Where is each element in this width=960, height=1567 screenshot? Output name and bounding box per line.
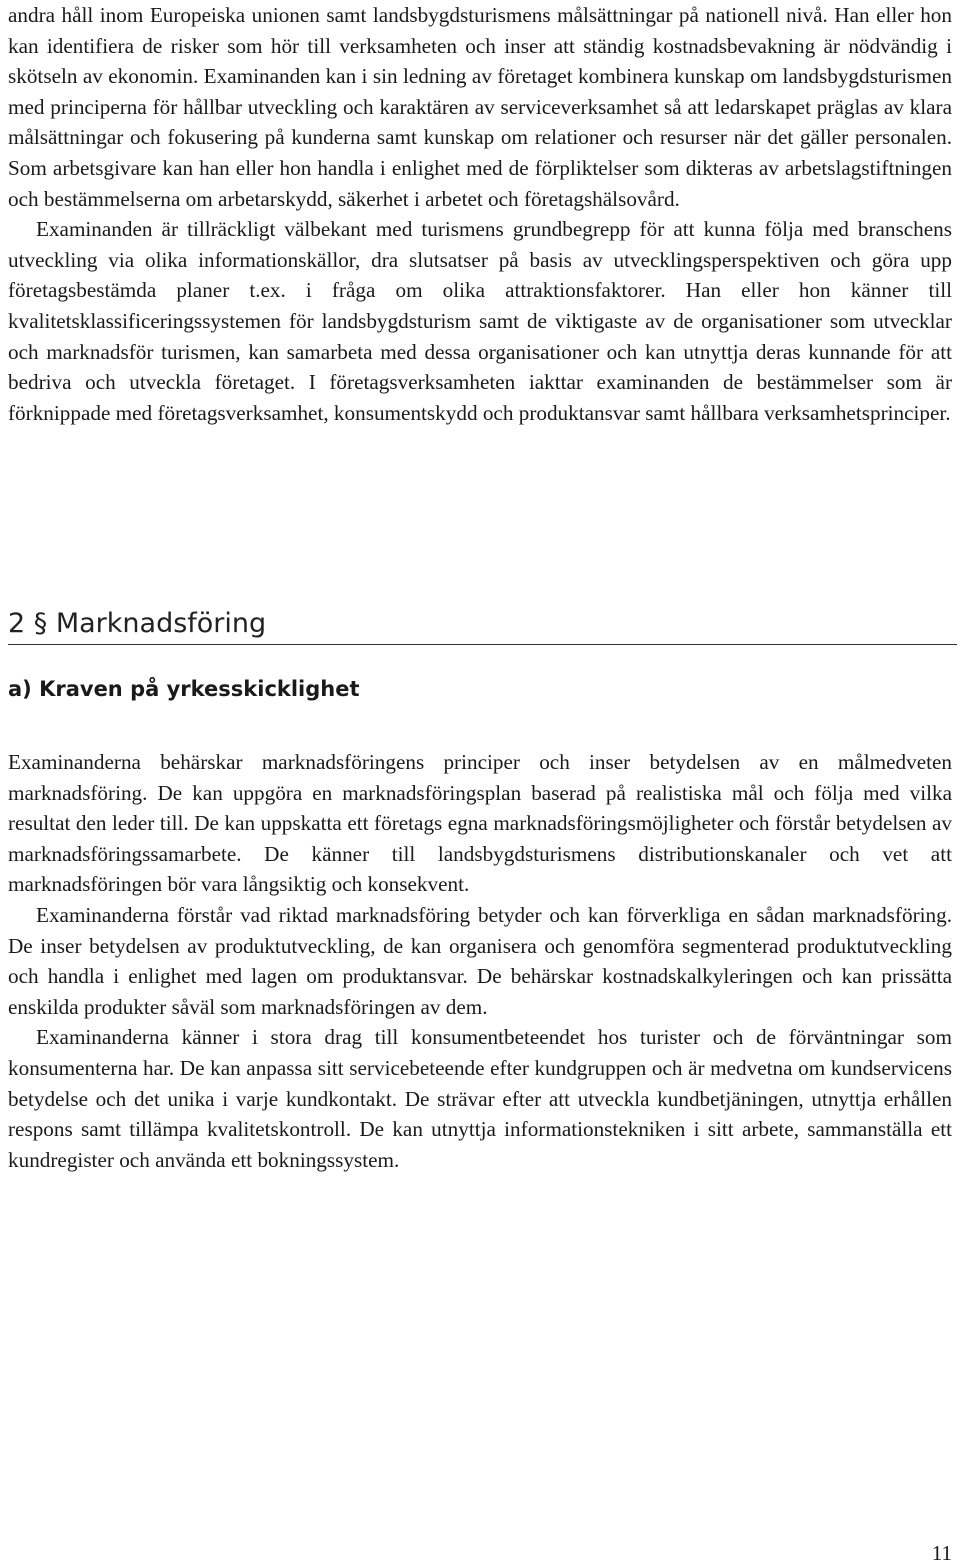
paragraph: Examinanderna behärskar marknadsföringens principer och inser betydelsen av en målmedveten marknadsföring. De kan uppgöra en marknadsföringsplan baserad på realistiska mål och följa med vilka resultat den leder till. De kan uppskatta ett företags egna marknadsföringsmöjligheter och förstår betydelsen av marknadsföringssamarbete. De känner till landsbygdsturismens distributionskanaler och vet att marknadsföringen bör vara långsiktig och konsekvent. xyxy=(8,750,952,897)
sub-heading: a) Kraven på yrkesskicklighet xyxy=(8,677,360,701)
paragraph: Examinanderna känner i stora drag till konsumentbeteendet hos turister och de förväntningar som konsumenterna har. De kan anpassa sitt servicebeteende efter kundgruppen och är medvetna om kundservicens betydelse och det unika i varje kundkontakt. De strävar efter att utveckla kundbetjäningen, utnyttja erhållen respons samt tillämpa kvalitetskontroll. De kan utnyttja informationstekniken i sitt arbete, sammanställa ett kundregister och använda ett bokningssystem. xyxy=(8,1025,952,1172)
paragraph: Examinanden är tillräckligt välbekant med turismens grundbegrepp för att kunna följa med branschens utveckling via olika informationskällor, dra slutsatser på basis av utvecklingsperspektiven och göra upp företagsbestämda planer t.ex. i fråga om olika attraktionsfaktorer. Han eller hon känner till kvalitetsklassificeringssystemen för landsbygdsturism samt de viktigaste av de organisationer som utvecklar och marknadsför turismen, kan samarbeta med dessa organisationer och kan utnyttja deras kunnande för att bedriva och utveckla företaget. I företagsverksamheten iakttar examinanden de bestämmelser som är förknippade med företagsverksamhet, konsumentskydd och produktansvar samt hållbara verksamhetsprinciper. xyxy=(8,217,952,425)
section-1-body xyxy=(8,0,952,428)
page-number: 11 xyxy=(931,1541,952,1565)
paragraph: Examinanderna förstår vad riktad marknadsföring betyder och kan förverkliga en sådan marknadsföring. De inser betydelsen av produktutveckling, de kan organisera och genomföra segmenterad produktutveckling och handla i enlighet med lagen om produktansvar. De behärskar kostnadskalkyleringen och kan prissätta enskilda produkter såväl som marknadsföringen av dem. xyxy=(8,902,952,1019)
section-2-body xyxy=(8,747,952,1175)
section-heading: 2 § Marknadsföring xyxy=(8,607,957,645)
paragraph: andra håll inom Europeiska unionen samt landsbygdsturismens målsättningar på nationell nivå. Han eller hon kan identifiera de risker som hör till verksamheten och inser att ständig kostnadsbevakning är nödvändig i skötseln av ekonomin. Examinanden kan i sin ledning av företaget kombinera kunskap om landsbygdsturismen med principerna för hållbar utveckling och karaktären av serviceverksamhet så att ledarskapet präglas av klara målsättningar och fokusering på kunderna samt kunskap om relationer och resurser när det gäller personalen. Som arbetsgivare kan han eller hon handla i enlighet med de förpliktelser som dikteras av arbetslagstiftningen och bestämmelserna om arbetarskydd, säkerhet i arbetet och företagshälsovård. xyxy=(8,3,952,211)
